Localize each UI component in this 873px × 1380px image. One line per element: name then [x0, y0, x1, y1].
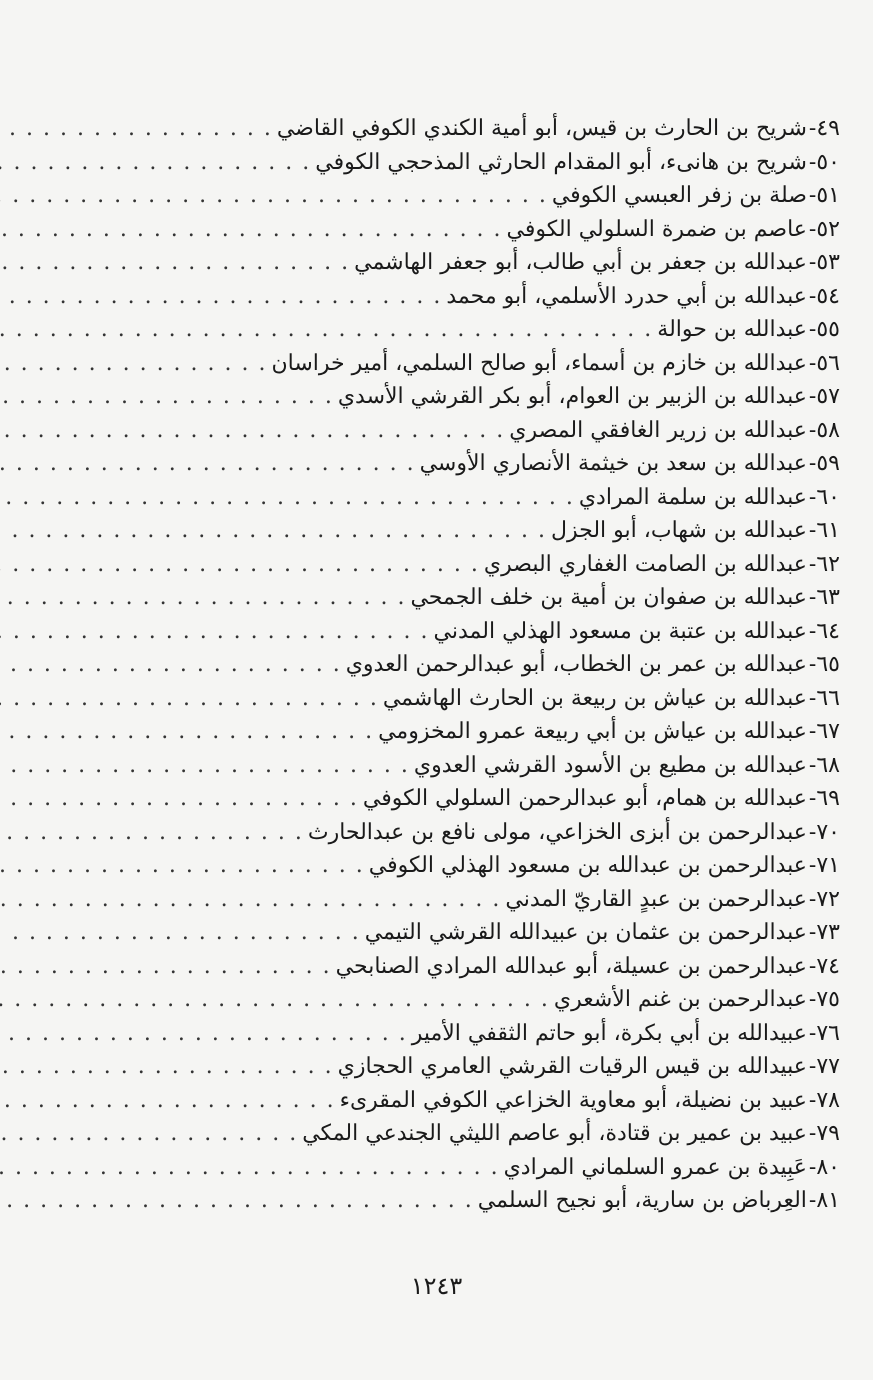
toc-entry [118, 849, 840, 883]
entry-title: عبدالله بن مطيع بن الأسود القرشي العدوي [413, 752, 807, 778]
toc-entry [118, 715, 840, 749]
entry-number: ٦٢- [808, 551, 840, 577]
entry-number: ٧٣- [808, 920, 840, 945]
dot-leader [0, 414, 503, 448]
dot-leader [0, 1117, 296, 1151]
dot-leader [0, 146, 309, 180]
dot-leader [0, 749, 408, 783]
toc-entry [118, 581, 840, 615]
toc-entry [118, 280, 840, 314]
entry-number: ٥١- [808, 183, 840, 208]
toc-entry [118, 782, 840, 816]
entry-number: ٥٥- [808, 317, 840, 342]
dot-leader [0, 849, 363, 883]
entry-title: عبدالله بن جعفر بن أبي طالب، أبو جعفر الهاشمي [354, 250, 807, 275]
dot-leader [0, 1151, 498, 1185]
entry-title: عبدالله بن زرير الغافقي المصري [509, 417, 807, 443]
dot-leader [0, 682, 377, 716]
toc-entry [118, 179, 840, 213]
entry-number: ٥٨- [808, 417, 840, 443]
entry-title: عبيد بن عمير بن قتادة، أبو عاصم الليثي الجندعي المكي [302, 1121, 807, 1146]
entry-number: ٨٠- [808, 1154, 840, 1180]
entry-number: ٨١- [808, 1188, 840, 1213]
toc-entry [118, 447, 840, 481]
toc-entry [118, 615, 840, 649]
dot-leader [0, 1084, 334, 1118]
dot-leader [0, 581, 404, 615]
toc-entry [118, 347, 840, 381]
toc-entry [118, 883, 840, 917]
dot-leader [0, 916, 359, 950]
dot-leader [0, 883, 499, 917]
entry-title: عاصم بن ضمرة السلولي الكوفي [506, 216, 807, 242]
toc-entry [118, 816, 840, 850]
dot-leader [0, 1050, 332, 1084]
entry-number: ٦٧- [808, 719, 840, 744]
entry-title: عبدالله بن حوالة [657, 317, 807, 342]
entry-title: شريح بن الحارث بن قيس، أبو أمية الكندي الكوفي القاضي [276, 116, 807, 141]
entry-number: ٥٤- [808, 283, 840, 309]
dot-leader [0, 514, 545, 548]
dot-leader [0, 1184, 472, 1218]
toc-entry [118, 1017, 840, 1051]
entry-number: ٥٣- [808, 250, 840, 275]
dot-leader [0, 313, 651, 347]
toc-entry [118, 1184, 840, 1218]
toc-entry [118, 146, 840, 180]
toc-entry [118, 1151, 840, 1185]
toc-entry [118, 983, 840, 1017]
dot-leader [0, 615, 428, 649]
entry-title: عبدالله بن صفوان بن أمية بن خلف الجمحي [410, 585, 807, 610]
entry-number: ٥٢- [808, 216, 840, 242]
toc-entry [118, 916, 840, 950]
entry-title: عبدالله بن عتبة بن مسعود الهذلي المدني [433, 618, 807, 644]
dot-leader [0, 447, 414, 481]
dot-leader [0, 715, 372, 749]
toc-entry [118, 682, 840, 716]
dot-leader [0, 950, 330, 984]
entry-title: عبدالرحمن بن أبزى الخزاعي، مولى نافع بن عبدالحارث [307, 819, 807, 845]
entry-title: عبدالله بن الصامت الغفاري البصري [483, 551, 807, 577]
dot-leader [0, 112, 271, 146]
dot-leader [0, 816, 302, 850]
entry-number: ٥٠- [808, 149, 840, 175]
dot-leader [0, 548, 478, 582]
entry-title: عبيدالله بن أبي بكرة، أبو حاتم الثقفي الأمير [411, 1020, 807, 1046]
dot-leader [0, 280, 440, 314]
entry-title: صلة بن زفر العبسي الكوفي [551, 183, 807, 208]
entry-title: عبدالرحمن بن عبدالله بن مسعود الهذلي الكوفي [368, 853, 807, 878]
entry-title: عبدالله بن أبي حدرد الأسلمي، أبو محمد [446, 283, 807, 309]
entry-number: ٧١- [808, 853, 840, 878]
entry-number: ٥٩- [808, 451, 840, 476]
toc-entry [118, 380, 840, 414]
entry-title: عبدالله بن شهاب، أبو الجزل [551, 518, 807, 543]
dot-leader [0, 1017, 406, 1051]
toc-entry [118, 481, 840, 515]
toc-entry [118, 1084, 840, 1118]
toc-entry [118, 950, 840, 984]
entry-title: عبدالرحمن بن عسيلة، أبو عبدالله المرادي الصنابحي [335, 953, 807, 979]
table-of-contents [118, 112, 840, 1218]
entry-title: عبدالرحمن بن عبدٍ القاريّ المدني [505, 886, 807, 912]
entry-number: ٥٧- [808, 384, 840, 409]
entry-number: ٦٣- [808, 585, 840, 610]
entry-number: ٦٤- [808, 618, 840, 644]
toc-entry [118, 112, 840, 146]
entry-number: ٧٩- [808, 1121, 840, 1146]
entry-number: ٦٨- [808, 752, 840, 778]
toc-entry [118, 246, 840, 280]
dot-leader [0, 782, 357, 816]
entry-number: ٦٩- [808, 786, 840, 811]
entry-number: ٤٩- [808, 116, 840, 141]
toc-entry [118, 648, 840, 682]
entry-number: ٦٥- [808, 652, 840, 677]
entry-title: عبدالله بن سعد بن خيثمة الأنصاري الأوسي [419, 451, 807, 476]
entry-number: ٦١- [808, 518, 840, 543]
toc-entry [118, 313, 840, 347]
entry-title: عبدالله بن عمر بن الخطاب، أبو عبدالرحمن العدوي [345, 652, 807, 677]
dot-leader [0, 347, 265, 381]
entry-title: العِرباض بن سارية، أبو نجيح السلمي [477, 1188, 807, 1213]
entry-title: عبدالله بن همام، أبو عبدالرحمن السلولي الكوفي [362, 786, 807, 811]
toc-entry [118, 1117, 840, 1151]
toc-entry [118, 1050, 840, 1084]
toc-entry [118, 213, 840, 247]
entry-title: عبدالرحمن بن غنم الأشعري [553, 987, 807, 1012]
entry-title: عبدالرحمن بن عثمان بن عبيدالله القرشي التيمي [364, 920, 807, 945]
entry-title: عبيدالله بن قيس الرقيات القرشي العامري الحجازي [337, 1054, 807, 1079]
entry-number: ٧٦- [808, 1020, 840, 1046]
dot-leader [0, 213, 501, 247]
entry-number: ٥٦- [808, 350, 840, 376]
dot-leader [0, 481, 573, 515]
toc-entry [118, 548, 840, 582]
entry-title: عبدالله بن الزبير بن العوام، أبو بكر القرشي الأسدي [337, 384, 807, 409]
dot-leader [0, 179, 546, 213]
entry-number: ٧٢- [808, 886, 840, 912]
entry-number: ٧٠- [808, 819, 840, 845]
entry-number: ٧٤- [808, 953, 840, 979]
entry-number: ٦٠- [808, 484, 840, 510]
page-number: ١٢٤٣ [410, 1272, 463, 1300]
entry-title: عبدالله بن خازم بن أسماء، أبو صالح السلمي، أمير خراسان [271, 350, 807, 376]
entry-number: ٧٧- [808, 1054, 840, 1079]
entry-title: شريح بن هانىء، أبو المقدام الحارثي المذحجي الكوفي [315, 149, 807, 175]
entry-title: عَبِيدة بن عمرو السلماني المرادي [503, 1154, 807, 1180]
entry-title: عبدالله بن سلمة المرادي [578, 484, 807, 510]
dot-leader [0, 983, 548, 1017]
toc-entry [118, 514, 840, 548]
dot-leader [0, 648, 340, 682]
dot-leader [0, 380, 332, 414]
entry-number: ٧٨- [808, 1087, 840, 1113]
toc-entry [118, 414, 840, 448]
entry-title: عبدالله بن عياش بن ربيعة بن الحارث الهاشمي [382, 685, 807, 711]
dot-leader [0, 246, 348, 280]
entry-number: ٧٥- [808, 987, 840, 1012]
entry-number: ٦٦- [808, 685, 840, 711]
toc-entry [118, 749, 840, 783]
entry-title: عبيد بن نضيلة، أبو معاوية الخزاعي الكوفي المقرىء [339, 1087, 807, 1113]
entry-title: عبدالله بن عياش بن أبي ربيعة عمرو المخزومي [378, 719, 807, 744]
